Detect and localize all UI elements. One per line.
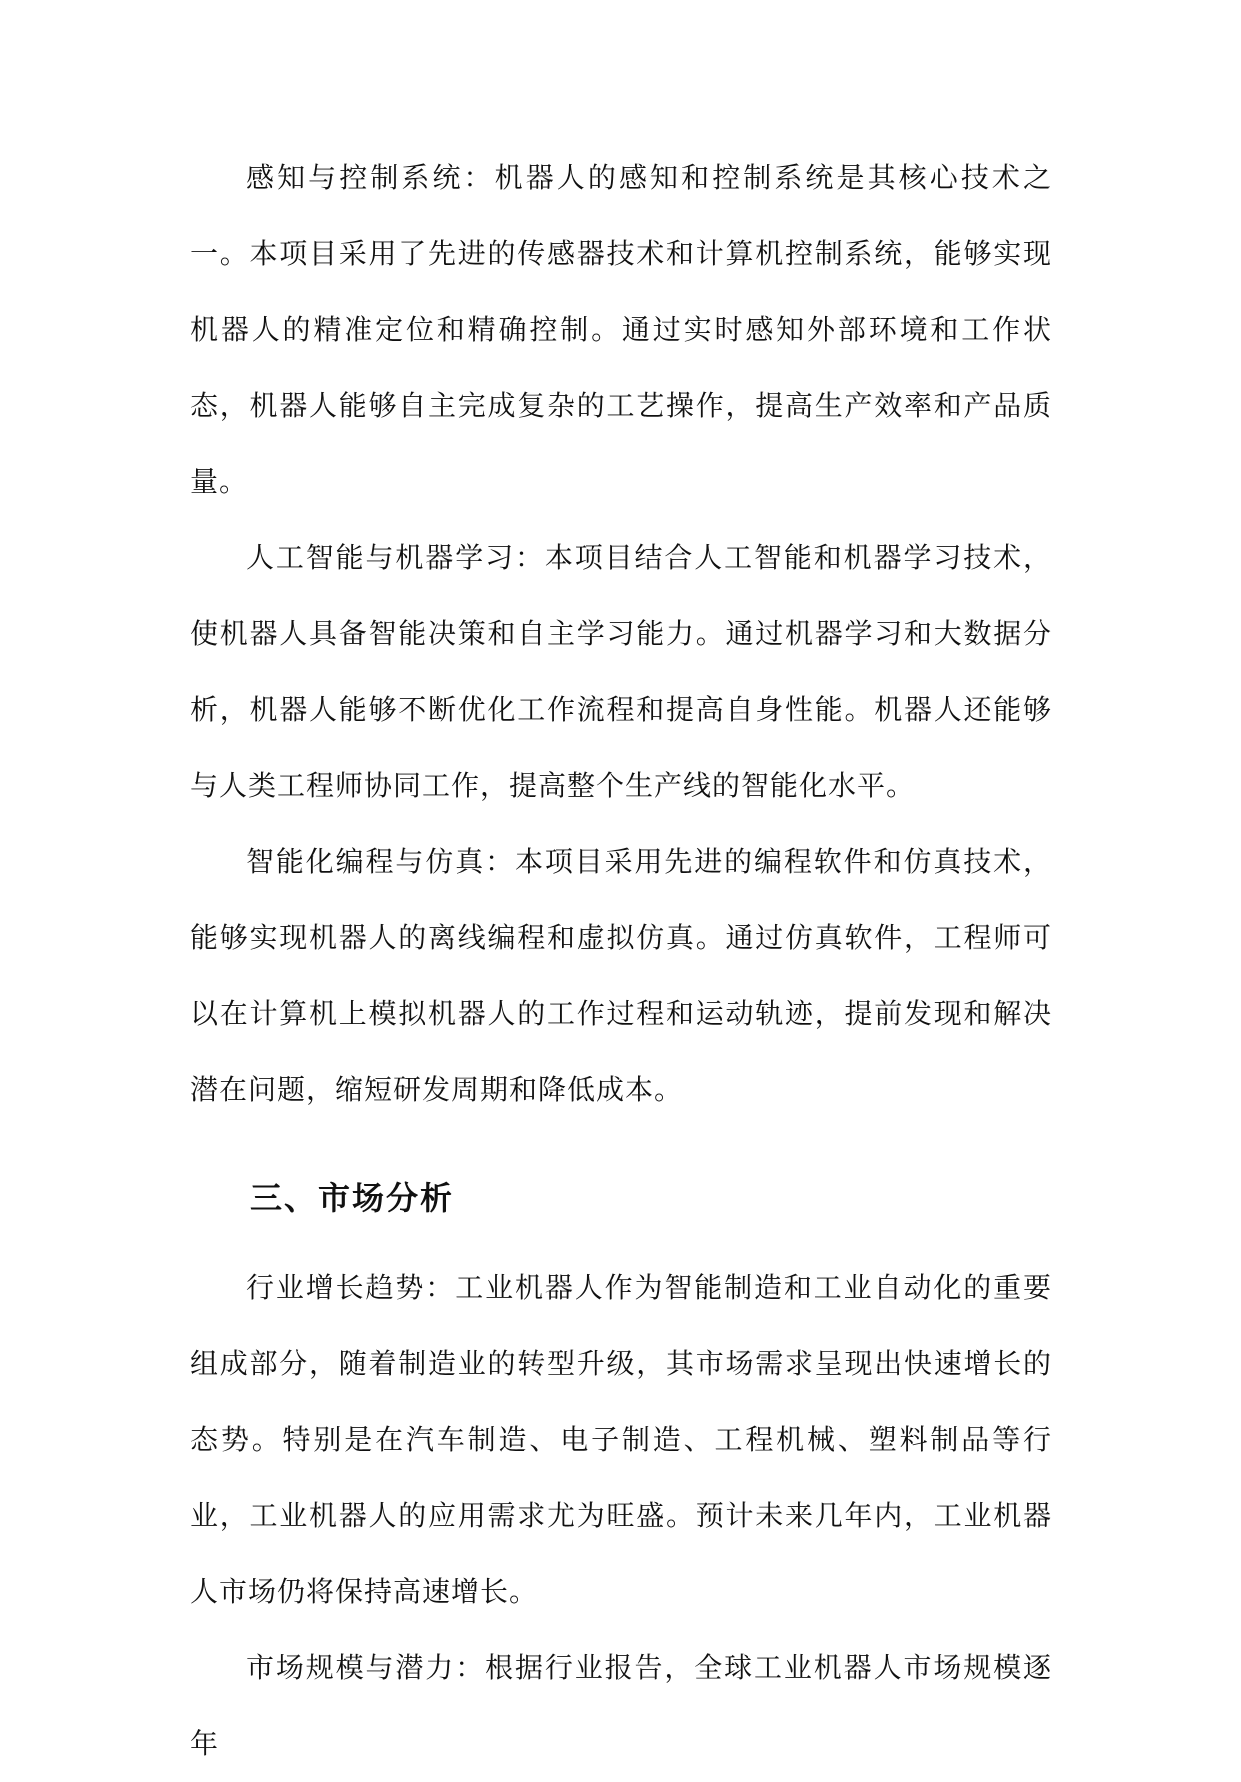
paragraph-programming-simulation: 智能化编程与仿真：本项目采用先进的编程软件和仿真技术，能够实现机器人的离线编程和虚拟仿真。通过仿真软件，工程师可以在计算机上模拟机器人的工作过程和运动轨迹，提前发现和解决潜在问题，缩短研发周期和降低成本。: [190, 845, 1052, 1106]
paragraph-market-size: 市场规模与潜力：根据行业报告，全球工业机器人市场规模逐年: [190, 1651, 1052, 1760]
paragraph-ai-machine-learning: 人工智能与机器学习：本项目结合人工智能和机器学习技术，使机器人具备智能决策和自主学习能力。通过机器学习和大数据分析，机器人能够不断优化工作流程和提高自身性能。机器人还能够与人类工程师协同工作，提高整个生产线的智能化水平。: [190, 541, 1052, 802]
document-body: [190, 140, 1052, 1782]
section-heading-market-analysis: 三、市场分析: [250, 1179, 455, 1217]
paragraph-perception-control: 感知与控制系统：机器人的感知和控制系统是其核心技术之一。本项目采用了先进的传感器技术和计算机控制系统，能够实现机器人的精准定位和精确控制。通过实时感知外部环境和工作状态，机器人能够自主完成复杂的工艺操作，提高生产效率和产品质量。: [190, 161, 1052, 498]
paragraph-industry-growth: 行业增长趋势：工业机器人作为智能制造和工业自动化的重要组成部分，随着制造业的转型升级，其市场需求呈现出快速增长的态势。特别是在汽车制造、电子制造、工程机械、塑料制品等行业，工业机器人的应用需求尤为旺盛。预计未来几年内，工业机器人市场仍将保持高速增长。: [190, 1271, 1052, 1608]
